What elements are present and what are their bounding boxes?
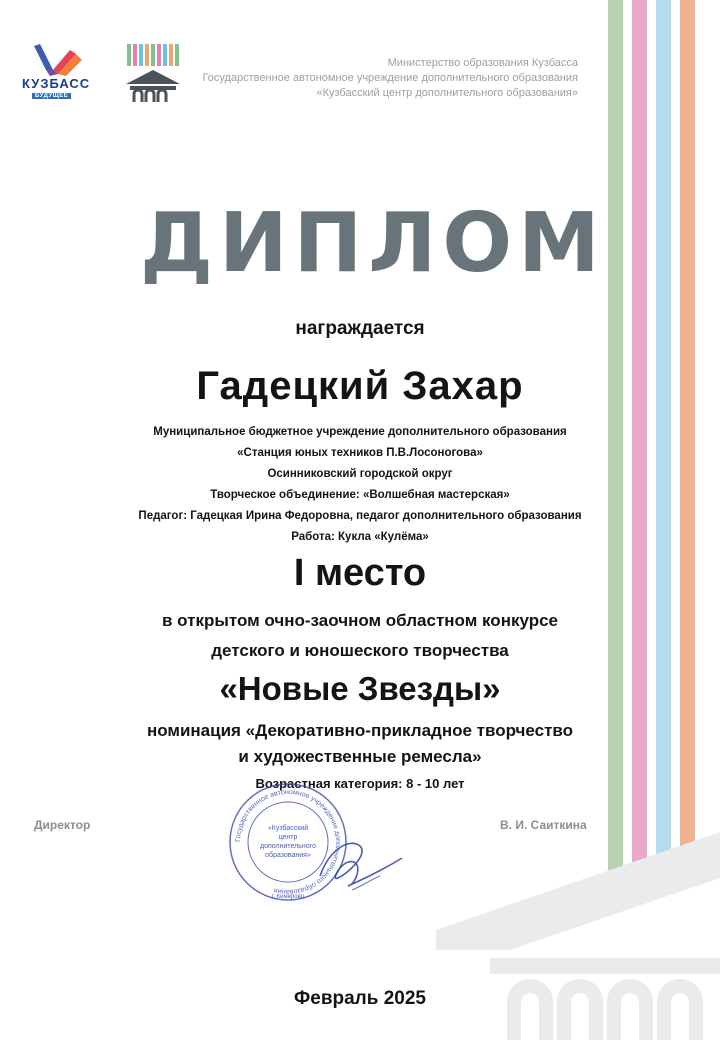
diploma-title: ДИПЛОМ	[140, 196, 606, 291]
signer-name: В. И. Саиткина	[500, 818, 587, 832]
stamp-ring-text: Государственное автономное учреждение дополнительного образования	[234, 788, 342, 896]
nomination	[0, 718, 720, 770]
awarded-label: награждается	[295, 318, 425, 339]
signature-icon	[290, 828, 410, 898]
detail-line: Муниципальное бюджетное учреждение дополнительного образования	[153, 426, 567, 438]
contest-line: детского и юношеского творчества	[211, 641, 509, 660]
contest-line: в открытом очно-заочном областном конкурсе	[161, 611, 558, 630]
detail-line: Творческое объединение: «Волшебная мастерская»	[210, 489, 510, 501]
age-category: Возрастная категория: 8 - 10 лет	[255, 776, 465, 791]
columns-logo-icon	[124, 40, 182, 104]
organization-header	[203, 56, 579, 101]
detail-line: Работа: Кукла «Кулёма»	[291, 531, 429, 543]
director-label: Директор	[34, 818, 91, 832]
recipient-details	[0, 422, 720, 548]
org-line: «Кузбасский центр дополнительного образования»	[316, 87, 578, 99]
kuzbass-logo-subtext: БУДУЩЕЕ	[32, 93, 71, 99]
stamp-center-line: образования»	[265, 852, 311, 859]
contest-description	[0, 606, 720, 666]
kuzbass-logo-text: КУЗБАСС	[22, 76, 91, 91]
detail-line: «Станция юных техников П.В.Лосоногова»	[237, 447, 483, 459]
contest-name: «Новые Звезды»	[219, 670, 501, 707]
detail-line: Осинниковский городской округ	[267, 468, 453, 480]
center-logo	[124, 40, 182, 104]
stamp-center-line: дополнительного	[260, 843, 316, 850]
award-place: I место	[293, 552, 427, 594]
stamp-center-line: центр	[278, 834, 298, 841]
nomination-line: номинация «Декоративно-прикладное творчество	[146, 721, 574, 740]
stamp-city: г. Кемерово	[271, 894, 305, 900]
stamp-center-line: «Кузбасский	[267, 825, 309, 832]
nomination-line: и художественные ремесла»	[238, 747, 482, 766]
issue-date: Февраль 2025	[294, 988, 426, 1009]
org-line: Министерство образования Кузбасса	[387, 57, 578, 69]
org-line: Государственное автономное учреждение дополнительного образования	[202, 72, 578, 84]
recipient-name: Гадецкий Захар	[196, 364, 524, 408]
kuzbass-logo	[20, 40, 108, 106]
handwritten-signature	[290, 828, 410, 898]
detail-line: Педагог: Гадецкая Ирина Федоровна, педагог дополнительного образования	[138, 510, 582, 522]
kuzbass-logo-icon	[20, 40, 90, 76]
